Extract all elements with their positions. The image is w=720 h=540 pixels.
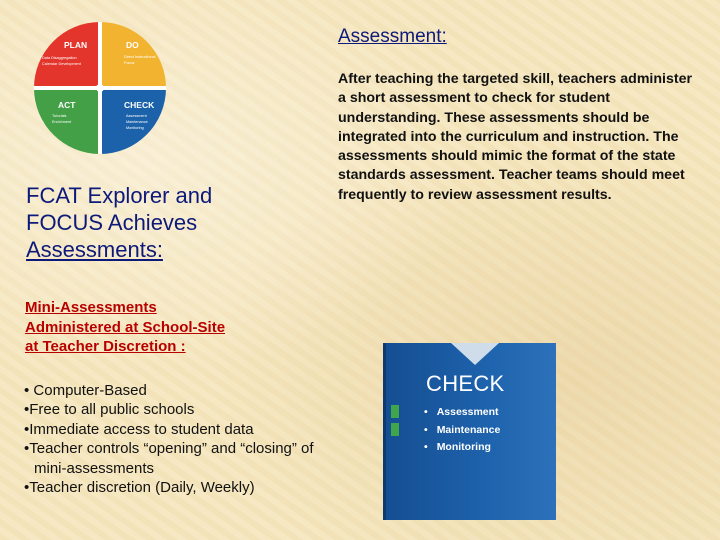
list-item: • Monitoring (424, 439, 500, 457)
fcat-heading-line: Assessments: (26, 237, 163, 262)
feature-list (24, 381, 384, 497)
pdca-check-item: Assessment (126, 114, 147, 118)
mini-assessments-heading (25, 298, 325, 357)
pdca-do-item: Focus (124, 61, 135, 65)
list-item: •Immediate access to student data (24, 420, 254, 438)
pdca-do-label: DO (126, 40, 139, 50)
pdca-check-item: Maintenance (126, 120, 148, 124)
mini-heading-line: Mini-Assessments (25, 299, 157, 316)
pdca-plan-quadrant (34, 22, 100, 88)
mini-heading-line: at Teacher Discretion : (25, 338, 186, 355)
pdca-plan-item: Data Disaggregation (42, 56, 77, 60)
green-marker-icon (391, 423, 399, 436)
pdca-cycle-diagram (30, 18, 170, 158)
assessment-title: Assessment: (338, 26, 447, 47)
list-item: mini-assessments (34, 459, 155, 477)
assessment-description: After teaching the targeted skill, teachers administer a short assessment to check for student understanding. These assessments should be integrated into the curriculum and instruction. The assessments should mimic the format of the state standards assessment. Teacher teams should meet frequently to review assessment results. (338, 71, 693, 203)
list-item: • Maintenance (424, 422, 500, 440)
down-arrow-icon (451, 343, 499, 365)
check-panel-title: CHECK (426, 371, 505, 396)
pdca-do-item: Direct Instructional (124, 55, 156, 59)
pdca-act-item: Enrichment (52, 120, 72, 124)
pdca-plan-item: Calendar Development (42, 62, 81, 66)
fcat-heading-line: FCAT Explorer and (26, 183, 213, 208)
list-item: •Free to all public schools (24, 401, 195, 419)
green-marker-icon (391, 405, 399, 418)
fcat-heading (26, 182, 286, 263)
list-item: •Teacher controls “opening” and “closing” of (24, 440, 314, 458)
mini-heading-line: Administered at School-Site (25, 318, 226, 336)
pdca-check-label: CHECK (124, 100, 155, 110)
pdca-plan-label: PLAN (64, 40, 88, 50)
pdca-act-item: Tutorials (52, 114, 67, 118)
fcat-heading-line: FOCUS Achieves (26, 210, 198, 235)
list-item: • Assessment (424, 404, 500, 422)
pdca-check-item: Monitoring (126, 126, 144, 130)
check-panel (383, 343, 556, 520)
list-item: •Teacher discretion (Daily, Weekly) (24, 479, 255, 497)
list-item: • Computer-Based (24, 382, 147, 399)
pdca-act-label: ACT (58, 100, 76, 110)
check-panel-list (424, 404, 500, 457)
